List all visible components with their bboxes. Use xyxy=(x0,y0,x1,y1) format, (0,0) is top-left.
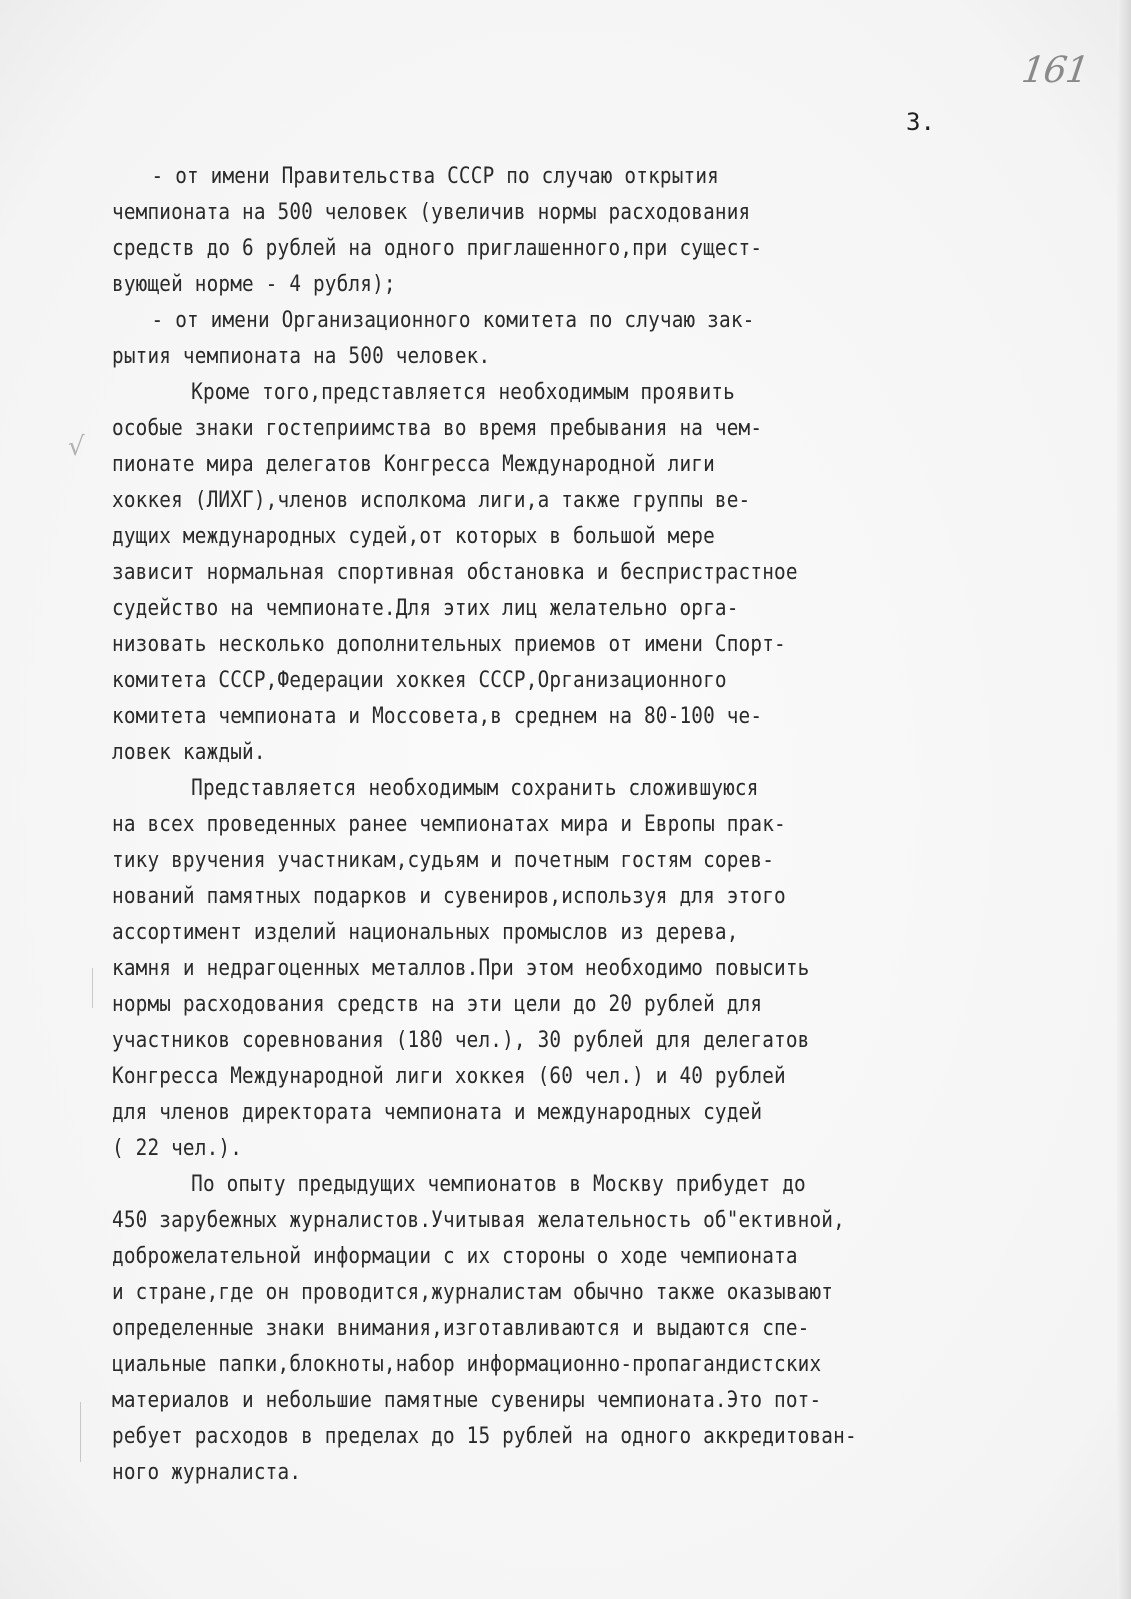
text-line: вующей норме - 4 рубля); xyxy=(112,271,396,297)
text-line: ( 22 чел.). xyxy=(112,1135,243,1161)
archive-folio-number: 161 xyxy=(1019,50,1091,91)
text-line: ловек каждый. xyxy=(112,739,266,765)
text-line: Кроме того,представляется необходимым проявить xyxy=(191,379,735,405)
text-line: По опыту предыдущих чемпионатов в Москву прибудет до xyxy=(191,1171,806,1197)
margin-pencil-mark xyxy=(92,968,93,1008)
page-edge-shadow xyxy=(1117,0,1131,1599)
text-line: циальные папки,блокноты,набор информационно-пропагандистских xyxy=(112,1351,822,1377)
text-line: чемпионата на 500 человек (увеличив нормы расходования xyxy=(112,199,751,225)
text-line: тику вручения участникам,судьям и почетным гостям сорев- xyxy=(112,847,775,873)
text-line: ребует расходов в пределах до 15 рублей на одного аккредитован- xyxy=(112,1423,857,1449)
margin-pencil-mark xyxy=(80,1402,81,1462)
page-number: 3. xyxy=(906,108,935,136)
text-line: нормы расходования средств на эти цели до 20 рублей для xyxy=(112,991,763,1017)
text-line: ного журналиста. xyxy=(112,1459,302,1485)
text-line: комитета СССР,Федерации хоккея СССР,Организационного xyxy=(112,667,727,693)
text-line: доброжелательной информации с их стороны о ходе чемпионата xyxy=(112,1243,798,1269)
text-line: на всех проведенных ранее чемпионатах мира и Европы прак- xyxy=(112,811,786,837)
text-line: низовать несколько дополнительных приемов от имени Спорт- xyxy=(112,631,786,657)
text-line: хоккея (ЛИХГ),членов исполкома лиги,а также группы ве- xyxy=(112,487,751,513)
text-line: определенные знаки внимания,изготавливаются и выдаются спе- xyxy=(112,1315,810,1341)
text-line: нований памятных подарков и сувениров,используя для этого xyxy=(112,883,786,909)
text-line: Конгресса Международной лиги хоккея (60 чел.) и 40 рублей xyxy=(112,1063,786,1089)
text-line: зависит нормальная спортивная обстановка и беспристрастное xyxy=(112,559,798,585)
text-line: средств до 6 рублей на одного приглашенного,при сущест- xyxy=(112,235,763,261)
text-line: рытия чемпионата на 500 человек. xyxy=(112,343,491,369)
text-line: пионате мира делегатов Конгресса Международной лиги xyxy=(112,451,715,477)
document-body xyxy=(112,158,1072,1490)
text-line: материалов и небольшие памятные сувениры чемпионата.Это пот- xyxy=(112,1387,822,1413)
text-line: ассортимент изделий национальных промыслов из дерева, xyxy=(112,919,739,945)
margin-check-icon: √ xyxy=(68,432,85,462)
text-line: дущих международных судей,от которых в большой мере xyxy=(112,523,715,549)
text-line: - от имени Организационного комитета по случаю зак- xyxy=(151,307,755,333)
text-line: судейство на чемпионате.Для этих лиц желательно орга- xyxy=(112,595,739,621)
text-line: Представляется необходимым сохранить сложившуюся xyxy=(191,775,759,801)
text-line: и стране,где он проводится,журналистам обычно также оказывают xyxy=(112,1279,834,1305)
text-line: 450 зарубежных журналистов.Учитывая желательность об"ективной, xyxy=(112,1207,845,1233)
text-line: комитета чемпионата и Моссовета,в среднем на 80-100 че- xyxy=(112,703,763,729)
text-line: участников соревнования (180 чел.), 30 рублей для делегатов xyxy=(112,1027,810,1053)
text-line: для членов директората чемпионата и международных судей xyxy=(112,1099,763,1125)
text-line: камня и недрагоценных металлов.При этом необходимо повысить xyxy=(112,955,810,981)
text-line: особые знаки гостеприимства во время пребывания на чем- xyxy=(112,415,763,441)
text-line: - от имени Правительства СССР по случаю открытия xyxy=(151,163,720,189)
